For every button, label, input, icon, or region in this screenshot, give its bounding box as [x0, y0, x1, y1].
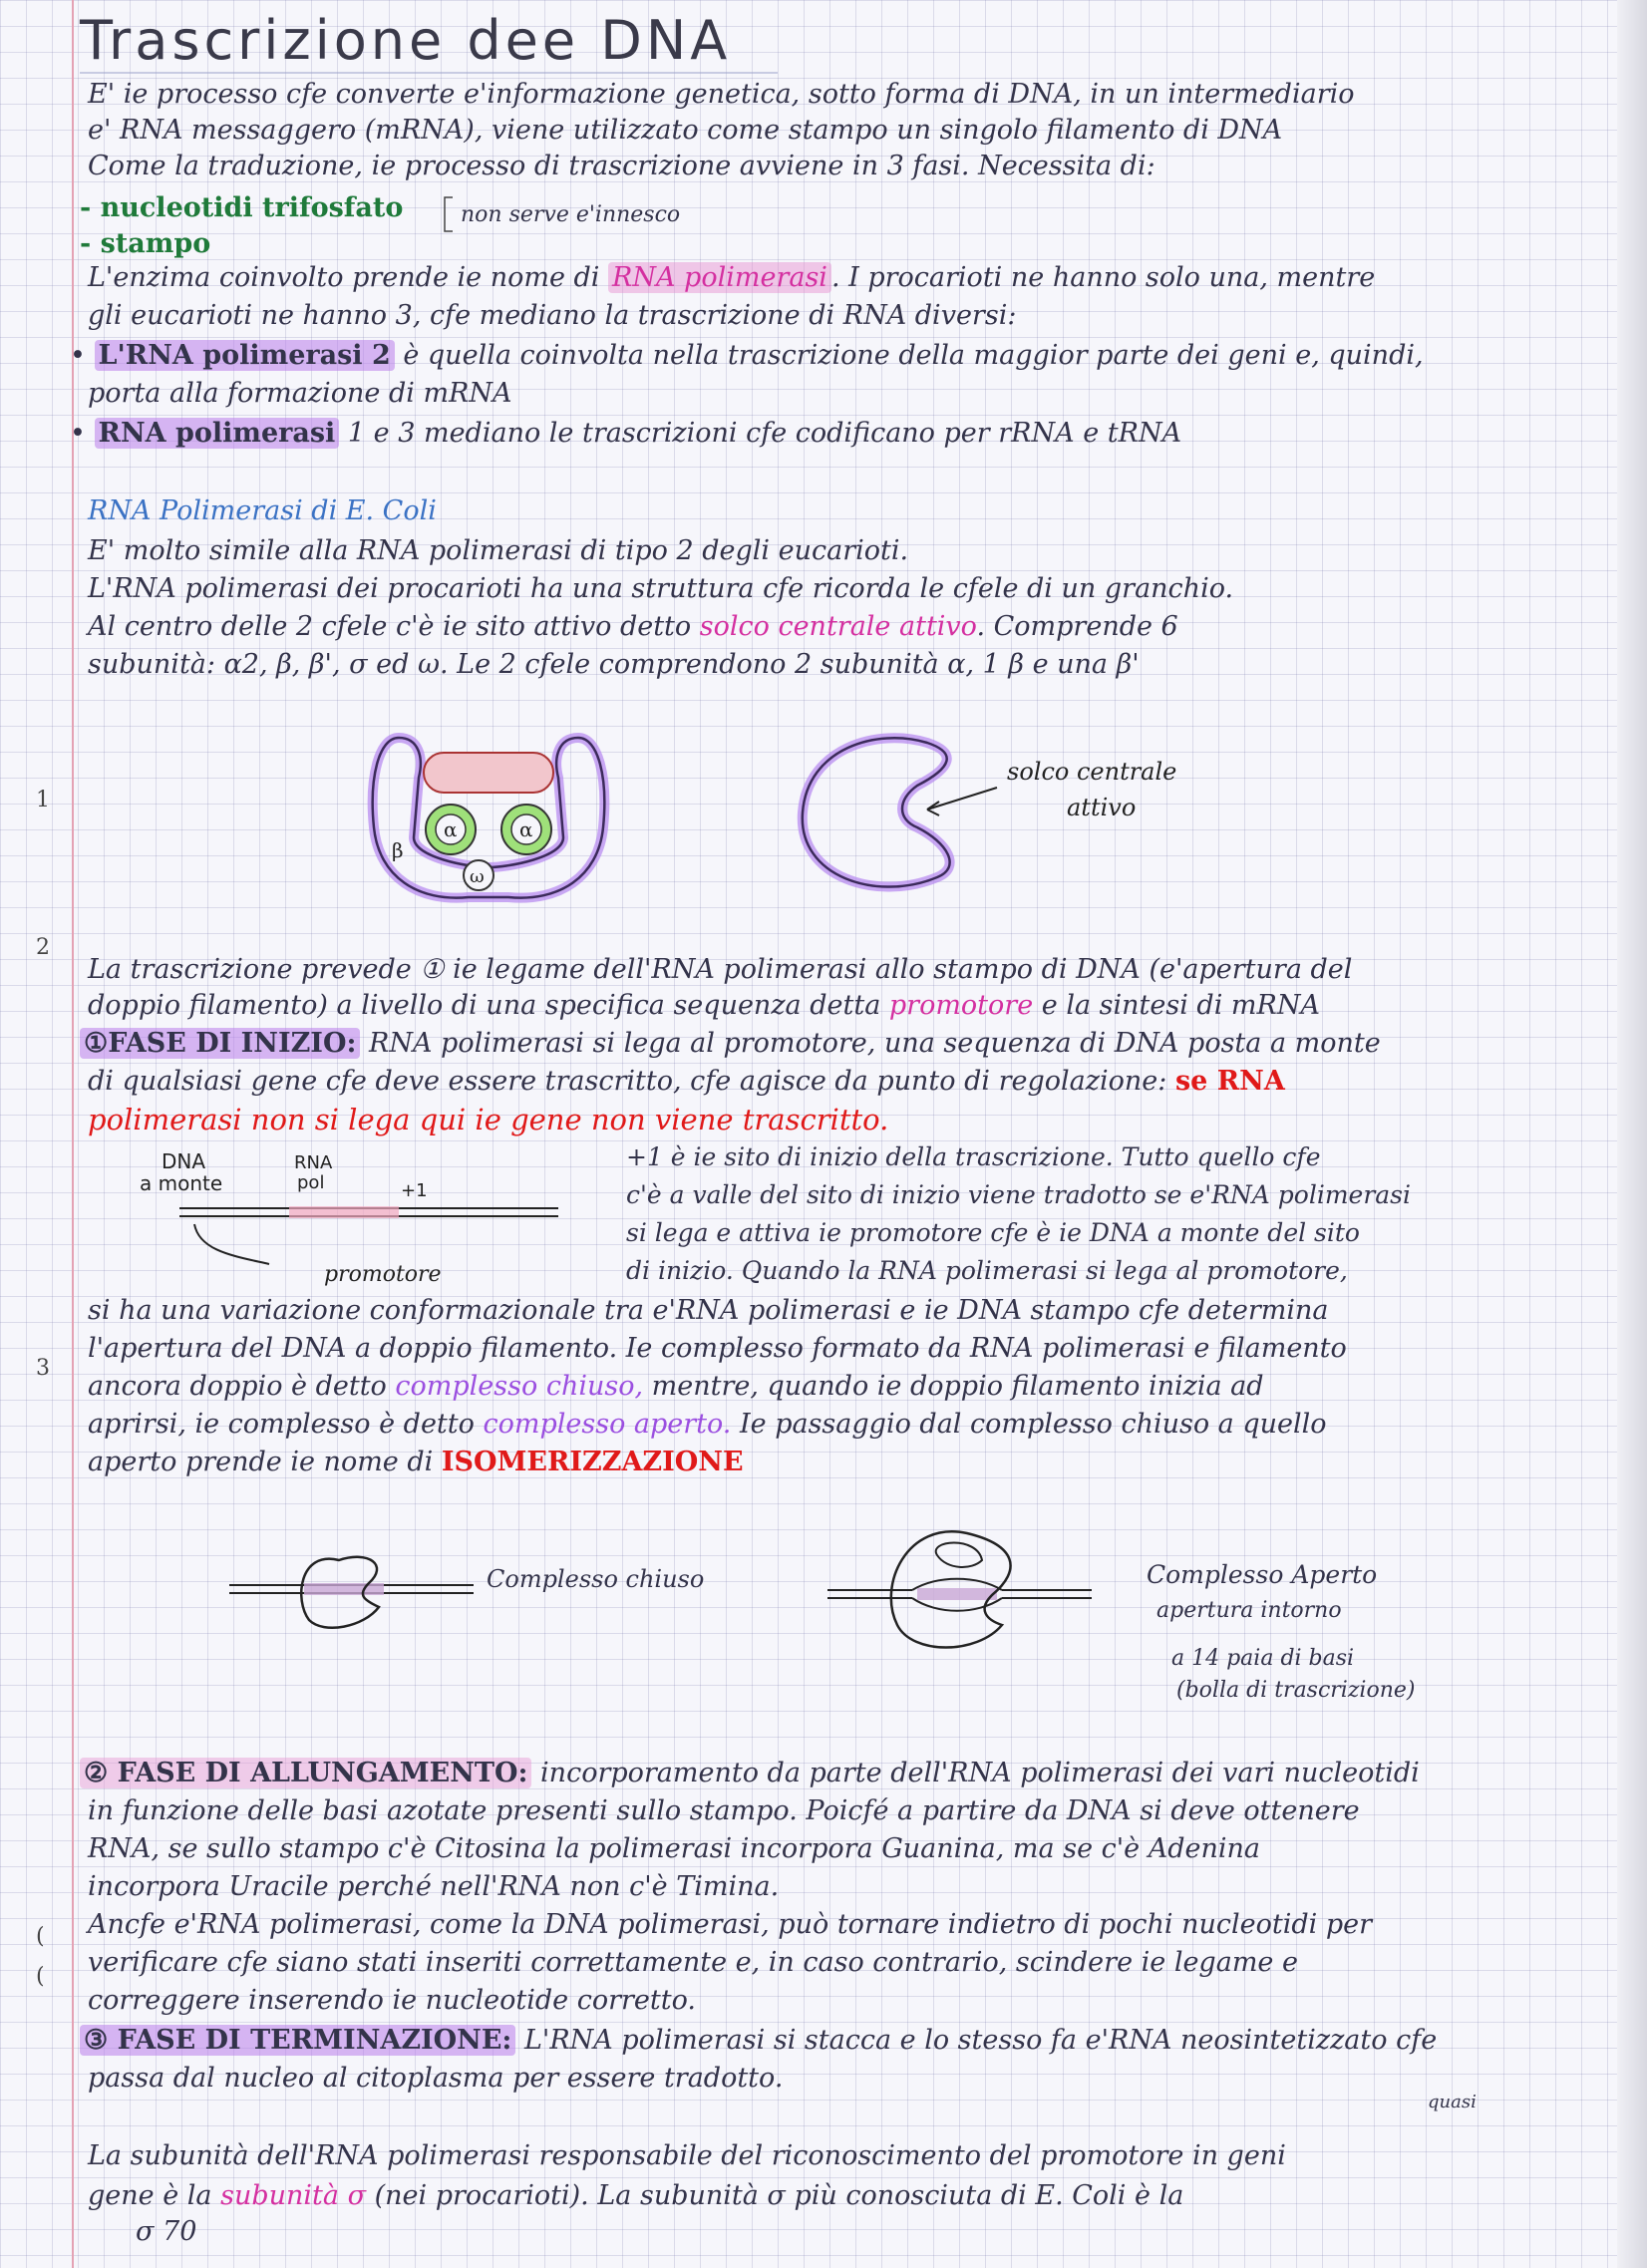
rna-pol-label-1: RNA: [294, 1152, 333, 1173]
transcription-line-2: [88, 989, 1573, 1023]
margin-mark: (: [36, 1964, 45, 1989]
open-complex-line-2: a 14 paia di basi: [1171, 1646, 1355, 1671]
rna-polymerase-crab-diagram: [359, 718, 618, 917]
phase1-text: RNA polimerasi si lega al promotore, una sequenza di DNA posta a monte: [360, 1028, 1381, 1059]
margin-mark: 1: [36, 788, 50, 812]
ecoli-line-3: [88, 610, 1573, 644]
elongation-line-7: correggere inserendo ie nucleotide corretto.: [88, 1985, 696, 2016]
dna-monte-label-1: DNA: [162, 1149, 206, 1173]
phase1-line-3: polimerasi non si lega qui ie gene non viene trascritto.: [88, 1103, 889, 1136]
alpha-label-2: α: [519, 817, 533, 841]
title-underline: [80, 70, 778, 76]
transcription-text: mentre, quando ie doppio filamento inizia ad: [643, 1371, 1264, 1402]
closed-complex-label: Complesso chiuso: [487, 1565, 705, 1593]
complesso-chiuso-term: complesso chiuso,: [395, 1371, 644, 1402]
open-complex-title: Complesso Aperto: [1147, 1560, 1378, 1589]
termination-text: L'RNA polimerasi si stacca e lo stesso fa e'RNA neosintetizzato cfe: [515, 2025, 1438, 2056]
rna-pol-term: RNA polimerasi: [95, 418, 340, 449]
elongation-label: ② FASE DI ALLUNGAMENTO:: [80, 1758, 531, 1788]
transcription-line-9: [88, 1446, 1573, 1479]
promotore-term: promotore: [888, 990, 1034, 1021]
closing-line-2: [88, 2179, 1573, 2213]
quasi-insertion: quasi: [1428, 2092, 1477, 2112]
transcription-text: aprirsi, ie complesso è detto: [88, 1409, 484, 1440]
bullet-rna-pol-2: • L'RNA polimerasi 2 è quella coinvolta nella trascrizione della maggior parte dei geni e, quindi,: [70, 340, 1424, 371]
phase1-line-1: [80, 1027, 1565, 1061]
elongation-line-1: [80, 1757, 1565, 1790]
promotore-label: promotore: [324, 1262, 442, 1287]
elongation-text: incorporamento da parte dell'RNA polimerasi dei vari nucleotidi: [531, 1758, 1420, 1788]
phase1-label: ①FASE DI INIZIO:: [80, 1028, 360, 1059]
groove-label-line-1: solco centrale: [1007, 758, 1177, 786]
bullet-text: 1 e 3 mediano le trascrizioni cfe codificano per rRNA e tRNA: [339, 418, 1182, 449]
phase1-line-2: [88, 1065, 1573, 1099]
margin-mark: 2: [36, 935, 50, 960]
subunita-sigma-term: subunità σ: [220, 2180, 366, 2211]
closing-text: (nei procarioti). La subunità σ più conosciuta di E. Coli è la: [366, 2180, 1184, 2211]
margin-mark: (: [36, 1924, 45, 1949]
margin-mark: 3: [36, 1356, 50, 1381]
elongation-line-3: RNA, se sullo stampo c'è Citosina la polimerasi incorpora Guanina, ma se c'è Adenina: [88, 1833, 1261, 1864]
transcription-text: Ie passaggio dal complesso chiuso a quello: [731, 1409, 1327, 1440]
promoter-diagram: [140, 1146, 578, 1296]
bullet-rna-pol-1-3: • RNA polimerasi 1 e 3 mediano le trascrizioni cfe codificano per rRNA e tRNA: [70, 418, 1182, 449]
rna-polimerasi-term: RNA polimerasi: [608, 262, 831, 293]
intro-line-2: e' RNA messaggero (mRNA), viene utilizzato come stampo un singolo filamento di DNA: [88, 115, 1283, 146]
ecoli-line-2: L'RNA polimerasi dei procarioti ha una struttura cfe ricorda le cfele di un granchio.: [88, 573, 1234, 604]
page-edge: [1617, 0, 1647, 2268]
termination-label: ③ FASE DI TERMINAZIONE:: [80, 2025, 515, 2056]
groove-label-line-2: attivo: [1067, 794, 1137, 821]
transcription-text: ancora doppio è detto: [88, 1371, 396, 1402]
intro-line-3: Come la traduzione, ie processo di trascrizione avviene in 3 fasi. Necessita di:: [88, 151, 1155, 181]
requirement-stampo: [80, 227, 210, 261]
open-complex-line-1: apertura intorno: [1156, 1598, 1342, 1623]
bullet-rna-pol-2-cont: porta alla formazione di mRNA: [88, 378, 512, 409]
rna-pol-2-term: L'RNA polimerasi 2: [95, 340, 395, 371]
dna-monte-label-2: a monte: [140, 1171, 223, 1195]
requirement-nucleotides-text: - nucleotidi trifosfato: [80, 192, 404, 223]
closing-line-1: La subunità dell'RNA polimerasi responsabile del riconoscimento del promotore in geni: [88, 2140, 1286, 2171]
ecoli-text: . Comprende 6: [976, 611, 1178, 642]
transcription-text: doppio filamento) a livello di una specifica sequenza detta: [88, 990, 889, 1021]
side-line-2: c'è a valle del sito di inizio viene tradotto se e'RNA polimerasi: [626, 1180, 1412, 1209]
transcription-text: aperto prende ie nome di: [88, 1447, 442, 1477]
termination-line-1: [80, 2024, 1565, 2058]
enzyme-text: L'enzima coinvolto prende ie nome di: [88, 262, 609, 293]
solco-centrale-term: solco centrale attivo: [699, 611, 977, 642]
omega-label: ω: [470, 866, 485, 887]
solco-centrale-diagram: [788, 728, 1206, 897]
elongation-line-2: in funzione delle basi azotate presenti sullo stampo. Poicfé a partire da DNA si deve ottenere: [88, 1795, 1360, 1826]
closed-complex-diagram: [229, 1545, 479, 1635]
ecoli-line-1: E' molto simile alla RNA polimerasi di tipo 2 degli eucarioti.: [88, 535, 909, 566]
plus-one-label: +1: [401, 1180, 428, 1201]
alpha-label-1: α: [444, 817, 458, 841]
closing-text: gene è la: [88, 2180, 221, 2211]
transcription-line-5: si ha una variazione conformazionale tra e'RNA polimerasi e ie DNA stampo cfe determina: [88, 1295, 1329, 1326]
transcription-line-1: La trascrizione prevede ① ie legame dell'RNA polimerasi allo stampo di DNA (e'apertura del: [88, 954, 1353, 985]
termination-line-2: passa dal nucleo al citoplasma per essere tradotto.: [88, 2063, 784, 2094]
phase1-red-text: se RNA: [1174, 1066, 1285, 1097]
enzyme-line-1: [88, 261, 1573, 295]
rna-pol-label-2: pol: [297, 1172, 325, 1193]
intro-line-1: E' ie processo cfe converte e'informazione genetica, sotto forma di DNA, in un intermediario: [88, 79, 1355, 110]
side-line-4: di inizio. Quando la RNA polimerasi si lega al promotore,: [626, 1256, 1348, 1285]
bracket-note: non serve e'innesco: [461, 202, 681, 227]
side-line-3: si lega e attiva ie promotore cfe è ie DNA a monte del sito: [626, 1218, 1360, 1247]
open-complex-line-3: (bolla di trascrizione): [1176, 1678, 1416, 1703]
ecoli-heading: RNA Polimerasi di E. Coli: [88, 495, 437, 526]
transcription-line-6: l'apertura del DNA a doppio filamento. Ie complesso formato da RNA polimerasi e filamento: [88, 1333, 1347, 1364]
requirement-nucleotides: [80, 191, 403, 225]
requirement-stampo-text: - stampo: [80, 228, 211, 259]
ecoli-line-4: subunità: α2, β, β', σ ed ω. Le 2 cfele comprendono 2 subunità α, 1 β e una β': [88, 649, 1140, 680]
enzyme-line-2: gli eucarioti ne hanno 3, cfe mediano la trascrizione di RNA diversi:: [88, 300, 1017, 331]
transcription-text: e la sintesi di mRNA: [1033, 990, 1320, 1021]
enzyme-text: . I procarioti ne hanno solo una, mentre: [830, 262, 1376, 293]
closing-line-3: σ 70: [136, 2216, 197, 2247]
complesso-aperto-term: complesso aperto.: [483, 1409, 732, 1440]
elongation-line-5: Ancfe e'RNA polimerasi, come la DNA polimerasi, può tornare indietro di pochi nucleotidi per: [88, 1909, 1372, 1940]
requirements-bracket: [439, 195, 459, 235]
transcription-line-8: [88, 1408, 1573, 1442]
bullet-text: è quella coinvolta nella trascrizione della maggior parte dei geni e, quindi,: [394, 340, 1424, 371]
phase1-text: di qualsiasi gene cfe deve essere trascritto, cfe agisce da punto di regolazione:: [88, 1066, 1175, 1097]
elongation-line-4: incorpora Uracile perché nell'RNA non c'è Timina.: [88, 1871, 780, 1902]
ecoli-text: Al centro delle 2 cfele c'è ie sito attivo detto: [88, 611, 700, 642]
open-complex-diagram: [827, 1525, 1097, 1665]
beta-label: β: [392, 838, 404, 862]
side-line-1: +1 è ie sito di inizio della trascrizione. Tutto quello cfe: [626, 1142, 1321, 1171]
page-title: Trascrizione dee DNA: [80, 9, 732, 72]
transcription-line-7: [88, 1370, 1573, 1404]
isomerizzazione-term: ISOMERIZZAZIONE: [441, 1447, 744, 1477]
elongation-line-6: verificare cfe siano stati inseriti correttamente e, in caso contrario, scindere ie legame e: [88, 1947, 1298, 1978]
